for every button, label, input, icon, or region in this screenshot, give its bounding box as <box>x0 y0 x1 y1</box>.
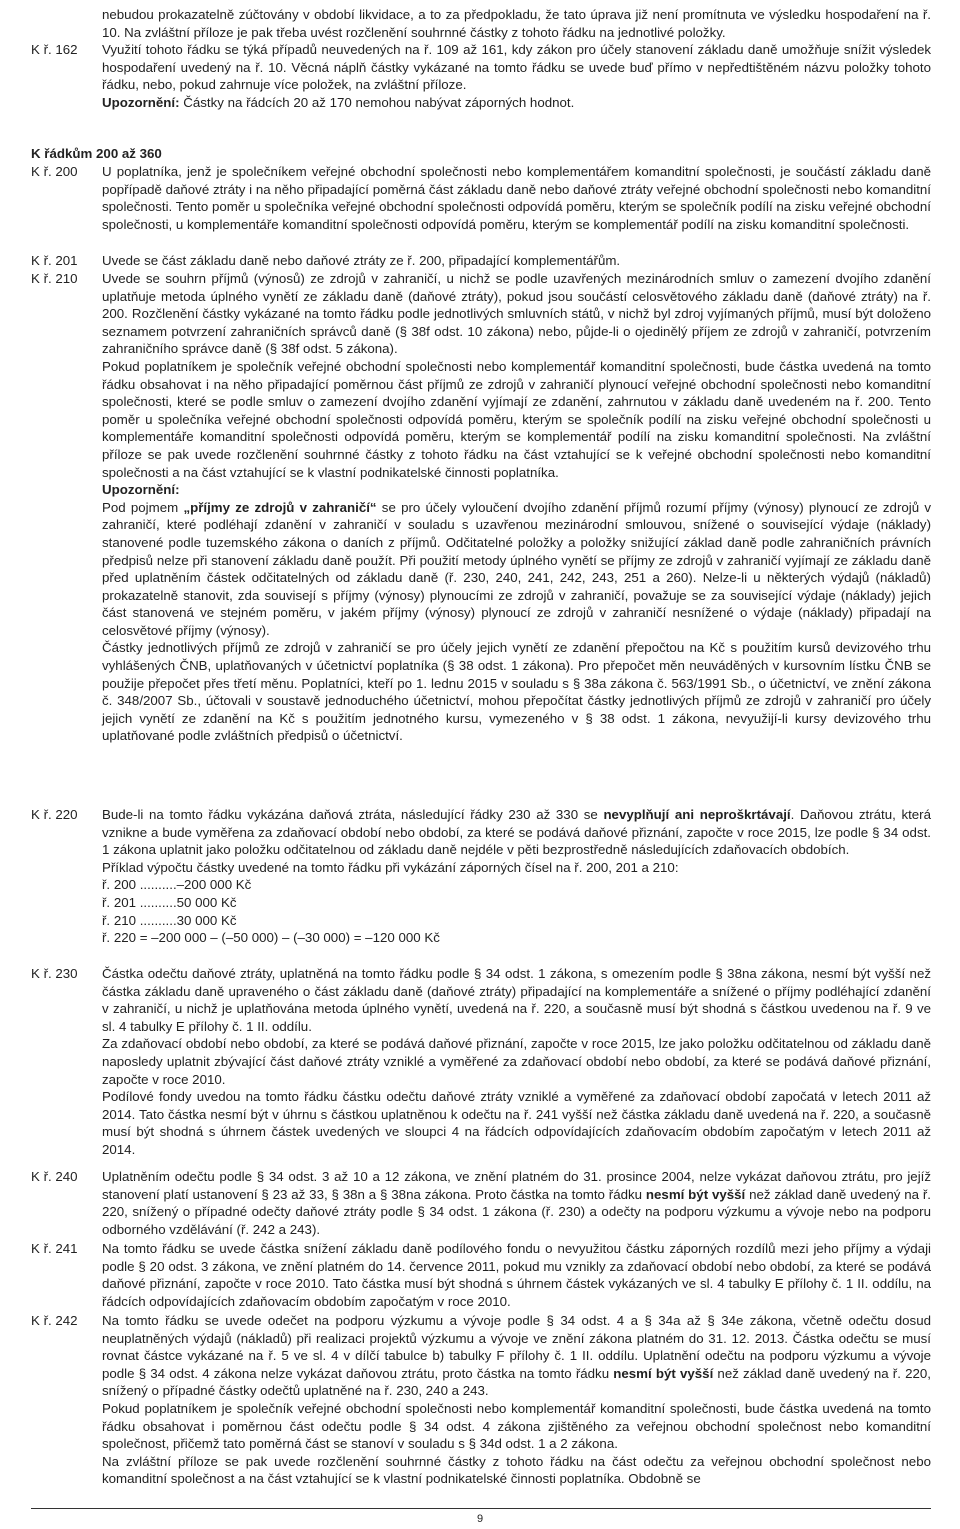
entry-text: Na tomto řádku se uvede odečet na podporu výzkumu a vývoje podle § 34 odst. 4 a § 34a až § 34e zákona, včetně odečtu dosud neuplatněných výdajů (nákladů) při realizaci projektů výzkumu a vývoje ve znění zákona platném do 31. 12. 2013. Částka odečtu se musí rovnat částce vykázané na ř. 5 ve sl. 4 v dílčí tabulce b) tabulky F přílohy č. 1 II. oddílu. Uplatnění odečtu na podporu výzkumu a vývoje podle § 34 odst. 4 zákona nelze vykázat daňovou ztrátu, proto částka na tomto řádku nesmí být vyšší než základ daně uvedený na ř. 220, snížený o případné částky odečtů uplatněné na ř. 230, 240 a 243. <box>102 1313 931 1399</box>
example-block <box>102 876 931 946</box>
entry-r240 <box>31 1168 931 1238</box>
entry-label: K ř. 230 <box>31 966 78 981</box>
page-number: 9 <box>476 1513 484 1525</box>
intro-paragraph <box>31 6 931 41</box>
entry-label: K ř. 240 <box>31 1169 78 1184</box>
entry-text: Pokud poplatníkem je společník veřejné obchodní společnosti nebo komplementář komanditní společnosti, bude částka uvedená na tomto řádku obsahovat i na něho připadající poměrnou část příjmů ze zdrojů v zahraničí plynoucí veřejné obchodní společnosti nebo komanditní společnosti, které se podle smluv o zamezení dvojího zdanění vyjímají ze zdanění, zahrnutou v základu daně uvedeném na ř. 200. Tento poměr u společníka veřejné obchodní společnosti odpovídá poměru, kterým se společník podílí na zisku veřejné obchodní společnosti u komplementáře komanditní společnosti odpovídá poměru, kterým se komplementář podílí na zisku komanditní společnosti. Na zvláštní příloze se pak uvede rozčlenění souhrnné částky z tohoto řádku na část vztahující se k veřejné obchodní společnosti nebo komanditní společnosti a na část vztahující se k vlastní podnikatelské činnosti poplatníka. <box>102 358 931 480</box>
warning-text: Částky na řádcích 20 až 170 nemohou nabývat záporných hodnot. <box>179 94 575 110</box>
entry-r201 <box>31 252 931 270</box>
entry-r200 <box>31 163 931 233</box>
entry-r220 <box>31 806 931 947</box>
warning-paragraph <box>102 94 931 112</box>
entry-r230 <box>31 965 931 1159</box>
entry-label: K ř. 210 <box>31 271 78 286</box>
entry-label: K ř. 201 <box>31 253 78 268</box>
emphasis: nesmí být vyšší <box>613 1365 714 1381</box>
entry-text: Uplatněním odečtu podle § 34 odst. 3 až 10 a 12 zákona, ve znění platném do 31. prosince 2004, nelze vykázat daňovou ztrátu, pro jejíž stanovení platí ustanovení § 23 až 33, § 38n a § 38na zákona. Proto částka na tomto řádku nesmí být vyšší než základ daně uvedený na ř. 220, snížený o případné odečty daňové ztráty podle § 34 odst. 1 zákona (ř. 230) a odečty na podporu výzkumu a vývoje nebo na podporu odborného vzdělávání (ř. 242 a 243). <box>102 1169 932 1237</box>
entry-text: Za zdaňovací období nebo období, za které se podává daňové přiznání, započte v roce 2015, lze jako položku odčitatelnou od základu daně naposledy uplatnit zbývající část daňové ztráty vzniklé a vyměřené za zdaňovací období nebo období, za které se podává daňové přiznání, započte v roce 2010. <box>102 1036 931 1087</box>
entry-r241 <box>31 1240 931 1310</box>
entry-text: Na tomto řádku se uvede částka snížení základu daně podílového fondu o nevyužitou částku záporných rozdílů mezi jeho příjmy a výdaji podle § 20 odst. 3 zákona, ve znění platném do 14. července 2011, pokud mu vznikly za zdaňovací období nebo období, za které se podává daňové přiznání, započte v roce 2010. Tato částka musí být shodná s úhrnem částek vykázaných ve sl. 4 tabulky E přílohy č. 1 II. oddílu, na řádcích odpovídajících zdaňovacím obdobím započatým v roce 2010. <box>102 1241 931 1309</box>
example-line: ř. 200 ..........–200 000 Kč <box>102 877 252 893</box>
entry-label: K ř. 220 <box>31 807 78 822</box>
entry-label: K ř. 200 <box>31 164 78 179</box>
warning-label: Upozornění: <box>102 94 180 110</box>
emphasis: nevyplňují ani neproškrtávají <box>603 807 791 822</box>
entry-label: K ř. 242 <box>31 1313 78 1328</box>
emphasis: nesmí být vyšší <box>645 1186 746 1202</box>
entry-text: Na zvláštní příloze se pak uvede rozčlenění souhrnné částky z tohoto řádku na část odečtu za veřejnou obchodní společnost nebo komanditní společnost a na část vztahující se k vlastní podnikatelské činnosti poplatníka. Obdobně se <box>102 1453 931 1487</box>
entry-r210 <box>31 270 931 745</box>
warning-label: Upozornění: <box>102 482 180 498</box>
section-heading: K řádkům 200 až 360 <box>31 146 162 161</box>
term-highlight: „příjmy ze zdrojů v zahraničí“ <box>183 499 377 515</box>
entry-text: Částky jednotlivých příjmů ze zdrojů v zahraničí se pro účely jejich vynětí ze zdanění přepočtou na Kč s použitím kursů devizového trhu vyhlášených ČNB, uplatňovaných v účetnictví poplatníka (§ 38 odst. 1 zákona). Pro přepočet měn neuváděných v kursovním lístku ČNB se použije přepočet přes třetí měnu. Poplatníci, kteří po 1. lednu 2015 v souladu s § 38a zákona č. 563/1991 Sb., o účetnictví, ve znění zákona č. 348/2007 Sb., účtovali v soustavě jednoduchého účetnictví, mohou přepočítat částky jednotlivých příjmů ze zdrojů v zahraničí pro účely jejich vynětí ze zdanění na Kč s použitím jednotného kursu, vymezeného v § 38 odst. 1 zákona, nevyužijí-li kursy devizového trhu uplatňované podle zvláštních předpisů o účetnictví. <box>102 640 931 744</box>
entry-text: Uvede se část základu daně nebo daňové ztráty ze ř. 200, připadající komplementářům. <box>102 253 621 268</box>
entry-label: K ř. 241 <box>31 1241 78 1256</box>
footer-divider <box>31 1508 931 1509</box>
example-line: ř. 220 = –200 000 – (–50 000) – (–30 000) = –120 000 Kč <box>102 930 440 946</box>
entry-text: U poplatníka, jenž je společníkem veřejné obchodní společnosti nebo komplementářem komanditní společnosti, je součástí základu daně popřípadě daňové ztráty i na něho připadající poměrná část základu daně nebo daňové ztráty veřejné obchodní společnosti nebo komanditní společnosti. Tento poměr u společníka veřejné obchodní společnosti odpovídá poměru, kterým se společník podílí na zisku veřejné obchodní společnosti, u komplementáře komanditní společnosti odpovídá poměru, kterým se komplementář podílí na zisku komanditní společnosti. <box>102 164 931 232</box>
entry-text: Částka odečtu daňové ztráty, uplatněná na tomto řádku podle § 34 odst. 1 zákona, s omezením podle § 38na zákona, nesmí být vyšší než částka základu daně upraveného o část základu daně (daňové ztráty) připadající na komplementáře a snížené o příjmy podléhající zdanění v zahraničí, u nichž je uplatňována metoda úplného vynětí, uvedená na ř. 220, a současně musí být shodná s částkou uvedenou na ř. 9 ve sl. 4 tabulky E přílohy č. 1 II. oddílu. <box>102 966 931 1034</box>
entry-text: Uvede se souhrn příjmů (výnosů) ze zdrojů v zahraničí, u nichž se podle uzavřených mezinárodních smluv o zamezení dvojího zdanění uplatňuje metoda úplného vynětí ze základu daně (daňové ztráty), pokud jsou součástí celosvětového základu daně (daňové ztráty) na ř. 200. Rozčlenění částky vykázané na tomto řádku podle jednotlivých smluvních států, v nichž byl zdroj vyjímaných příjmů, musí být doloženo seznamem potvrzení zahraničních správců daně (§ 38f odst. 10 zákona) nebo, půjde-li o ojedinělý příjem ze zdrojů v zahraničí, potvrzením zahraničního správce daně (§ 38f odst. 5 zákona). <box>102 271 931 357</box>
entry-text: Podílové fondy uvedou na tomto řádku částku odečtu daňové ztráty vzniklé a vyměřené za zdaňovací období započatá v letech 2011 až 2014. Tato částka nesmí být v úhrnu s částkou uplatněnou k odečtu na ř. 241 vyšší než částka základu daně uvedená na ř. 220, a současně musí být shodná s úhrnem částek uvedených ve sloupci 4 na řádcích odpovídajících zdaňovacím obdobím započatým v letech 2011 až 2014. <box>102 1089 931 1157</box>
example-line: ř. 210 ..........30 000 Kč <box>102 912 237 928</box>
entry-text: Bude-li na tomto řádku vykázána daňová ztráta, následující řádky 230 až 330 se nevyplňují ani neproškrtávají. Daňovou ztrátu, která vznikne a bude vyměřena za zdaňovací období nebo období, za které se podává daňové přiznání, započte v roce 2015, lze podle § 34 odst. 1 zákona uplatnit jako položku odčitatelnou od základu daně nejdéle v pěti bezprostředně následujících zdaňovacích obdobích. <box>102 807 932 858</box>
entry-text: Pokud poplatníkem je společník veřejné obchodní společnosti nebo komplementář komanditní společnosti, bude částka uvedená na tomto řádku obsahovat i poměrnou část odečtu podle § 34 odst. 4 zákona zjištěného za veřejnou obchodní společnost nebo komanditní společnost, přičemž tato poměrná část se stanoví v souladu s § 34d odst. 1 a 2 zákona. <box>102 1400 931 1452</box>
entry-text: Využití tohoto řádku se týká případů neuvedených na ř. 109 až 161, kdy zákon pro účely stanovení základu daně umožňuje snížit výsledek hospodaření uvedený na ř. 10. Věcná náplň částky vykázané na tomto řádku se uvede buď přímo v nepředtištěném názvu položky tohoto řádku, nebo, pokud zahrnuje více položek, na zvláštní příloze. <box>102 42 931 93</box>
entry-label: K ř. 162 <box>31 42 78 57</box>
example-intro: Příklad výpočtu částky uvedené na tomto řádku při vykázání záporných čísel na ř. 200, 201 a 210: <box>102 859 679 875</box>
foreign-income-definition: Pod pojmem „příjmy ze zdrojů v zahraničí“ se pro účely vyloučení dvojího zdanění příjmů rozumí příjmy (výnosy) plynoucí ze zdrojů v zahraničí, které podléhají zdanění v zahraničí v souladu s uzavřenou mezinárodní smlouvou, snížené o související výdaje (náklady) stanovené podle tuzemského zákona o daních z příjmů. Odčitatelné položky a položky snižující základ daně podle zahraničních právních předpisů nelze při stanovení základu daně použít. Při použití metody úplného vynětí se příjmy ze zdrojů v zahraničí vyjímají ze základu daně před uplatněním částek odčitatelných od základu daně (ř. 230, 240, 241, 242, 243, 251 a 260). Nelze-li u některých výdajů (nákladů) prokazatelně stanovit, zda souvisejí s příjmy (výnosy) plynoucími ze zdrojů v zahraničí, považuje se za související výdaje (náklady) jejich část stanovená ve stejném poměru, v jakém příjmy (výnosy) plynoucí ze zdrojů v zahraničí nesnížené o výdaje (náklady) připadají na celosvětové příjmy (výnosy). <box>102 499 932 638</box>
entry-r162 <box>31 41 931 111</box>
example-line: ř. 201 ..........50 000 Kč <box>102 894 237 910</box>
entry-r242 <box>31 1312 931 1488</box>
intro-text: nebudou prokazatelně zúčtovány v období likvidace, a to za předpokladu, že tato úprava již není promítnuta ve výsledku hospodaření na ř. 10. Na zvláštní příloze je pak třeba uvést rozčlenění souhrnné částky z tohoto řádku na jednotlivé položky. <box>102 7 931 40</box>
